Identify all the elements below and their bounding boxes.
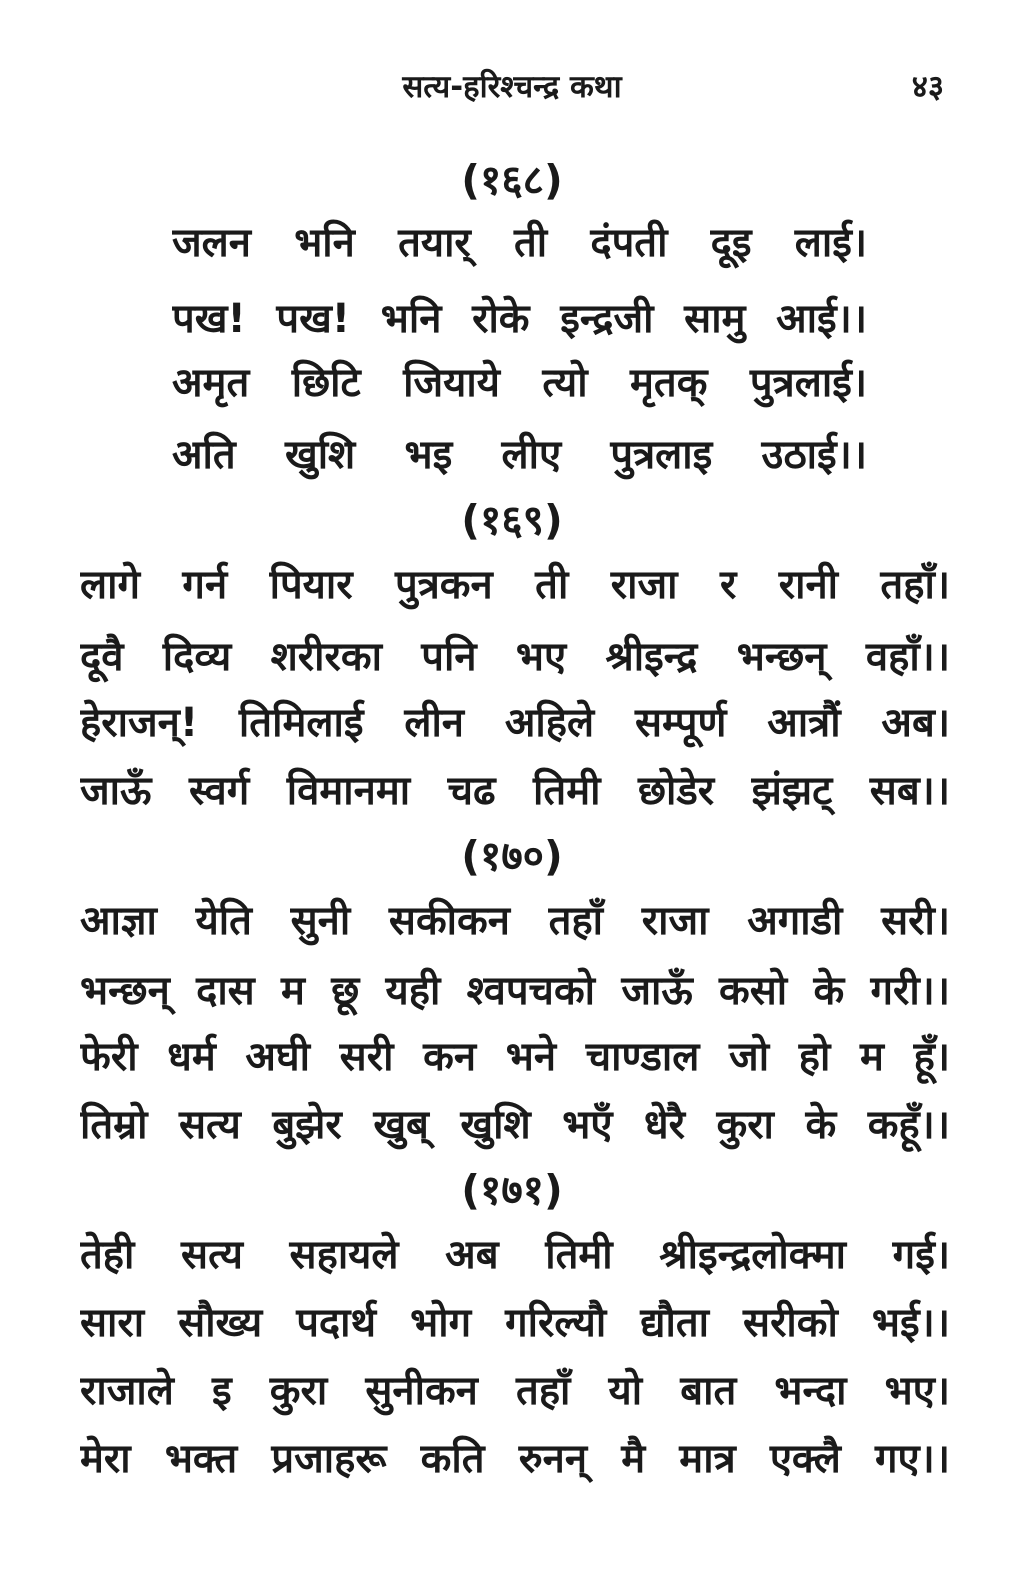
verse-line: जाऊँ स्वर्ग विमानमा चढ तिमी छोडेर झंझट् सब।। bbox=[80, 768, 950, 814]
verse-line: जलन भनि तयार् ती दंपती दूइ लाई। bbox=[172, 220, 867, 266]
verse-line: तेही सत्य सहायले अब तिमी श्रीइन्द्रलोक्मा गई। bbox=[80, 1232, 950, 1278]
verse-line: भन्छन् दास म छू यही श्वपचको जाऊँ कसो के गरी।। bbox=[80, 968, 950, 1014]
verse-line: सारा सौख्य पदार्थ भोग गरिल्यौ द्यौता सरीको भई।। bbox=[80, 1300, 950, 1346]
stanza-number-170: (१७०) bbox=[461, 832, 563, 880]
page-number: ४३ bbox=[911, 69, 944, 105]
verse-line: लागे गर्न पियार पुत्रकन ती राजा र रानी तहाँ। bbox=[80, 562, 950, 608]
running-title: सत्य-हरिश्चन्द्र कथा bbox=[402, 69, 622, 105]
verse-line: राजाले इ कुरा सुनीकन तहाँ यो बात भन्दा भए। bbox=[80, 1368, 950, 1414]
stanza-number-171: (१७१) bbox=[461, 1166, 563, 1214]
running-header bbox=[0, 62, 1024, 112]
verse-line: फेरी धर्म अघी सरी कन भने चाण्डाल जो हो म हूँ। bbox=[80, 1034, 950, 1080]
verse-line: अमृत छिटि जियाये त्यो मृतक् पुत्रलाई। bbox=[172, 360, 867, 406]
stanza-number-169: (१६९) bbox=[461, 496, 563, 544]
verse-line: पख! पख! भनि रोके इन्द्रजी सामु आई।। bbox=[172, 296, 867, 342]
verse-line: हेराजन्! तिमिलाई लीन अहिले सम्पूर्ण आत्रौं अब। bbox=[80, 700, 950, 746]
verse-line: अति खुशि भइ लीए पुत्रलाइ उठाई।। bbox=[172, 432, 867, 478]
stanza-number-168: (१६८) bbox=[461, 156, 563, 204]
verse-line: तिम्रो सत्य बुझेर खुब् खुशि भएँ धेरै कुरा के कहूँ।। bbox=[80, 1102, 950, 1148]
verse-line: मेरा भक्त प्रजाहरू कति रुनन् मै मात्र एक्लै गए।। bbox=[80, 1436, 950, 1482]
verse-line: दूवै दिव्य शरीरका पनि भए श्रीइन्द्र भन्छन् वहाँ।। bbox=[80, 634, 950, 680]
verse-line: आज्ञा येति सुनी सकीकन तहाँ राजा अगाडी सरी। bbox=[80, 898, 950, 944]
